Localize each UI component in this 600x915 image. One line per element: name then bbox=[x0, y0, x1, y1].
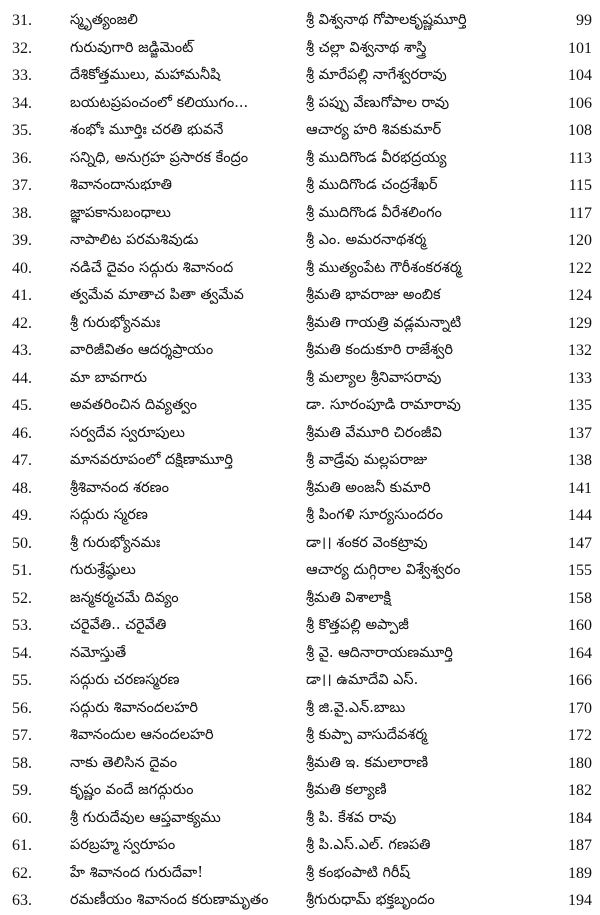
entry-number: 58. bbox=[12, 754, 32, 772]
entry-author: శ్రీ ఎం. అమరనాథశర్మ bbox=[306, 232, 427, 248]
entry-title: సన్నిధి, అనుగ్రహ ప్రసారక కేంద్రం bbox=[70, 149, 249, 166]
entry-page: 101 bbox=[568, 39, 592, 57]
entry-title: శంభోః మూర్తిః చరతి భువనే bbox=[70, 122, 224, 138]
entry-author: శ్రీమతి కల్యాణి bbox=[306, 782, 387, 798]
entry-page: 120 bbox=[568, 232, 592, 249]
entry-title: మా బావగారు bbox=[70, 369, 147, 386]
toc-entry bbox=[0, 722, 600, 750]
entry-title: నమోస్తుతే bbox=[70, 644, 127, 661]
entry-number: 62. bbox=[12, 864, 32, 882]
entry-page: 141 bbox=[568, 479, 592, 497]
entry-number: 35. bbox=[12, 122, 32, 139]
entry-page: 133 bbox=[568, 369, 592, 387]
entry-number: 37. bbox=[12, 177, 32, 194]
toc-entry bbox=[0, 420, 600, 448]
entry-author: డా. సూరంపూడి రామారావు bbox=[306, 397, 461, 413]
entry-page: 189 bbox=[568, 864, 592, 882]
entry-author: శ్రీ వాడ్రేవు మల్లపరాజు bbox=[306, 452, 428, 468]
entry-number: 41. bbox=[12, 287, 32, 304]
entry-page: 166 bbox=[568, 672, 592, 689]
entry-number: 34. bbox=[12, 94, 32, 112]
entry-page: 138 bbox=[568, 452, 592, 469]
entry-number: 50. bbox=[12, 534, 32, 552]
entry-page: 144 bbox=[568, 507, 592, 524]
entry-author: శ్రీ జి.వై.ఎన్.బాబు bbox=[306, 699, 406, 716]
entry-page: 180 bbox=[568, 754, 592, 772]
entry-title: హే శివానంద గురుదేవా! bbox=[70, 864, 204, 881]
entry-number: 46. bbox=[12, 424, 32, 442]
toc-entry bbox=[0, 750, 600, 778]
entry-page: 106 bbox=[568, 94, 592, 112]
entry-number: 61. bbox=[12, 837, 32, 854]
toc-entry bbox=[0, 475, 600, 503]
entry-title: చరైవేతి.. చరైవేతి bbox=[70, 617, 167, 633]
entry-number: 48. bbox=[12, 479, 32, 497]
entry-page: 184 bbox=[568, 809, 592, 827]
entry-number: 38. bbox=[12, 204, 32, 222]
entry-number: 44. bbox=[12, 369, 32, 387]
toc-entry bbox=[0, 227, 600, 255]
toc-entry bbox=[0, 282, 600, 310]
entry-author: శ్రీ ముదిగొండ వీరేశలింగం bbox=[306, 204, 442, 221]
entry-author: శ్రీ మారేపల్లి నాగేశ్వరరావు bbox=[306, 67, 447, 83]
entry-number: 51. bbox=[12, 562, 32, 579]
entry-author: శ్రీ ముదిగొండ చంద్రశేఖర్ bbox=[306, 177, 438, 193]
entry-author: శ్రీ ముదిగొండ వీరభద్రయ్య bbox=[306, 149, 447, 166]
entry-page: 170 bbox=[568, 699, 592, 717]
entry-page: 115 bbox=[568, 177, 592, 194]
entry-title: శ్రీ గురుభ్యోనమః bbox=[70, 314, 161, 331]
entry-title: శివానందుల ఆనందలహరి bbox=[70, 727, 214, 743]
entry-title: గురువుగారి జడ్జిమెంట్ bbox=[70, 39, 194, 56]
entry-number: 54. bbox=[12, 644, 32, 662]
entry-author: డా।। ఉమాదేవి ఎస్. bbox=[306, 672, 419, 688]
entry-title: సద్గురు శివానందలహరి bbox=[70, 699, 199, 716]
toc-entry bbox=[0, 337, 600, 365]
entry-title: సద్గురు స్మరణ bbox=[70, 507, 148, 523]
toc-entry bbox=[0, 447, 600, 475]
entry-title: శివానందానుభూతి bbox=[70, 177, 172, 193]
entry-author: ఆచార్య హరి శివకుమార్ bbox=[306, 122, 442, 138]
toc-entry bbox=[0, 7, 600, 35]
toc-entry bbox=[0, 832, 600, 860]
entry-page: 104 bbox=[568, 67, 592, 84]
entry-author: శ్రీమతి గాయత్రి వడ్లమన్నాటి bbox=[306, 314, 462, 331]
toc-entry bbox=[0, 392, 600, 420]
entry-page: 122 bbox=[568, 259, 592, 277]
entry-page: 99 bbox=[576, 12, 592, 29]
entry-number: 49. bbox=[12, 507, 32, 524]
toc-entry bbox=[0, 172, 600, 200]
entry-page: 113 bbox=[568, 149, 592, 167]
toc-entry bbox=[0, 200, 600, 228]
entry-title: సద్గురు చరణస్మరణ bbox=[70, 672, 180, 688]
entry-number: 33. bbox=[12, 67, 32, 84]
toc-entry bbox=[0, 117, 600, 145]
entry-title: శ్రీ గురుభ్యోనమః bbox=[70, 534, 161, 551]
entry-title: గురుశ్రేష్ఠులు bbox=[70, 562, 136, 578]
entry-page: 129 bbox=[568, 314, 592, 332]
entry-author: శ్రీగురుధామ్ భక్తబృందం bbox=[306, 892, 435, 908]
entry-title: నాపాలిట పరమశివుడు bbox=[70, 232, 199, 248]
toc-entry bbox=[0, 145, 600, 173]
entry-author: శ్రీమతి వేమూరి చిరంజీవి bbox=[306, 424, 442, 441]
toc-entry bbox=[0, 35, 600, 63]
entry-author: శ్రీ కంభంపాటి గిరీష్ bbox=[306, 864, 410, 881]
entry-author: ఆచార్య దుగ్గిరాల విశ్వేశ్వరం bbox=[306, 562, 461, 578]
entry-number: 56. bbox=[12, 699, 32, 717]
toc-entry bbox=[0, 777, 600, 805]
entry-number: 42. bbox=[12, 314, 32, 332]
toc-entry bbox=[0, 612, 600, 640]
entry-page: 147 bbox=[568, 534, 592, 552]
entry-page: 187 bbox=[568, 837, 592, 854]
entry-page: 108 bbox=[568, 122, 592, 139]
entry-number: 53. bbox=[12, 617, 32, 634]
entry-title: సర్వదేవ స్వరూపులు bbox=[70, 424, 185, 441]
entry-number: 52. bbox=[12, 589, 32, 607]
entry-title: బయటప్రపంచంలో కలియుగం... bbox=[70, 94, 249, 111]
entry-page: 164 bbox=[568, 644, 592, 662]
toc-entry bbox=[0, 640, 600, 668]
entry-title: నాకు తెలిసిన దైవం bbox=[70, 754, 178, 771]
entry-page: 124 bbox=[568, 287, 592, 304]
entry-title: పరబ్రహ్మ స్వరూపం bbox=[70, 837, 176, 853]
entry-title: అవతరించిన దివ్యత్వం bbox=[70, 397, 197, 413]
entry-author: శ్రీ విశ్వనాథ గోపాలకృష్ణమూర్తి bbox=[306, 12, 467, 28]
entry-number: 60. bbox=[12, 809, 32, 827]
toc-entry bbox=[0, 365, 600, 393]
entry-title: వారిజీవితం ఆదర్శప్రాయం bbox=[70, 342, 214, 358]
toc-entry bbox=[0, 62, 600, 90]
entry-page: 172 bbox=[568, 727, 592, 744]
entry-title: రమణీయం శివానంద కరుణామృతం bbox=[70, 892, 269, 908]
entry-author: శ్రీమతి అంజనీ కుమారి bbox=[306, 479, 431, 496]
entry-number: 63. bbox=[12, 892, 32, 909]
toc-entry bbox=[0, 667, 600, 695]
entry-author: శ్రీ పి.ఎస్.ఎల్. గణపతి bbox=[306, 837, 431, 853]
entry-number: 57. bbox=[12, 727, 32, 744]
entry-author: శ్రీమతి ఇ. కమలారాణి bbox=[306, 754, 429, 771]
entry-author: శ్రీ వై. ఆదినారాయణమూర్తి bbox=[306, 644, 453, 661]
entry-title: శ్రీశివానంద శరణం bbox=[70, 479, 169, 496]
entry-title: దేశికోత్తములు, మహామనీషి bbox=[70, 67, 221, 83]
entry-title: కృష్ణం వందే జగద్గురుం bbox=[70, 782, 194, 798]
toc-entry bbox=[0, 90, 600, 118]
entry-page: 137 bbox=[568, 424, 592, 442]
entry-title: శ్రీ గురుదేవుల ఆప్తవాక్యము bbox=[70, 809, 221, 826]
entry-page: 160 bbox=[568, 617, 592, 634]
entry-author: డా।। శంకర వెంకట్రావు bbox=[306, 534, 428, 551]
entry-author: శ్రీ మల్యాల శ్రీనివాసరావు bbox=[306, 369, 442, 386]
entry-author: శ్రీమతి భావరాజు అంబిక bbox=[306, 287, 441, 303]
toc-entry bbox=[0, 585, 600, 613]
toc-entry bbox=[0, 860, 600, 888]
entry-author: శ్రీమతి విశాలాక్షి bbox=[306, 589, 392, 606]
entry-number: 40. bbox=[12, 259, 32, 277]
toc-entry bbox=[0, 255, 600, 283]
entry-author: శ్రీమతి కందుకూరి రాజేశ్వరి bbox=[306, 342, 453, 358]
entry-page: 135 bbox=[568, 397, 592, 414]
entry-author: శ్రీ చల్లా విశ్వనాథ శాస్త్రి bbox=[306, 39, 427, 56]
entry-number: 59. bbox=[12, 782, 32, 799]
entry-number: 55. bbox=[12, 672, 32, 689]
entry-page: 182 bbox=[568, 782, 592, 799]
entry-author: శ్రీ పింగళి సూర్యసుందరం bbox=[306, 507, 443, 523]
toc-entry bbox=[0, 805, 600, 833]
entry-number: 36. bbox=[12, 149, 32, 167]
entry-title: జన్మకర్మచమే దివ్యం bbox=[70, 589, 179, 606]
entry-number: 45. bbox=[12, 397, 32, 414]
entry-number: 39. bbox=[12, 232, 32, 249]
entry-author: శ్రీ కుప్పా వాసుదేవశర్మ bbox=[306, 727, 428, 743]
entry-title: స్మృత్యంజలి bbox=[70, 12, 138, 28]
entry-author: శ్రీ ముత్యంపేట గౌరీశంకరశర్మ bbox=[306, 259, 462, 276]
entry-page: 132 bbox=[568, 342, 592, 359]
entry-page: 155 bbox=[568, 562, 592, 579]
toc-entry bbox=[0, 695, 600, 723]
entry-title: నడిచే దైవం సద్గురు శివానంద bbox=[70, 259, 234, 276]
entry-title: జ్ఞాపకానుబంధాలు bbox=[70, 204, 171, 221]
toc-entry bbox=[0, 310, 600, 338]
entry-number: 47. bbox=[12, 452, 32, 469]
toc-entry bbox=[0, 530, 600, 558]
toc-entry bbox=[0, 502, 600, 530]
entry-title: మానవరూపంలో దక్షిణామూర్తి bbox=[70, 452, 233, 468]
entry-page: 117 bbox=[568, 204, 592, 222]
entry-page: 194 bbox=[568, 892, 592, 909]
entry-number: 32. bbox=[12, 39, 32, 57]
entry-title: త్వమేవ మాతాచ పితా త్వమేవ bbox=[70, 287, 244, 303]
entry-number: 31. bbox=[12, 12, 32, 29]
toc-entry bbox=[0, 887, 600, 915]
entry-author: శ్రీ పప్పు వేణుగోపాల రావు bbox=[306, 94, 450, 111]
toc-entry bbox=[0, 557, 600, 585]
entry-page: 158 bbox=[568, 589, 592, 607]
entry-number: 43. bbox=[12, 342, 32, 359]
entry-author: శ్రీ పి. కేశవ రావు bbox=[306, 809, 397, 826]
entry-author: శ్రీ కొత్తపల్లి అప్పాజీ bbox=[306, 617, 409, 633]
